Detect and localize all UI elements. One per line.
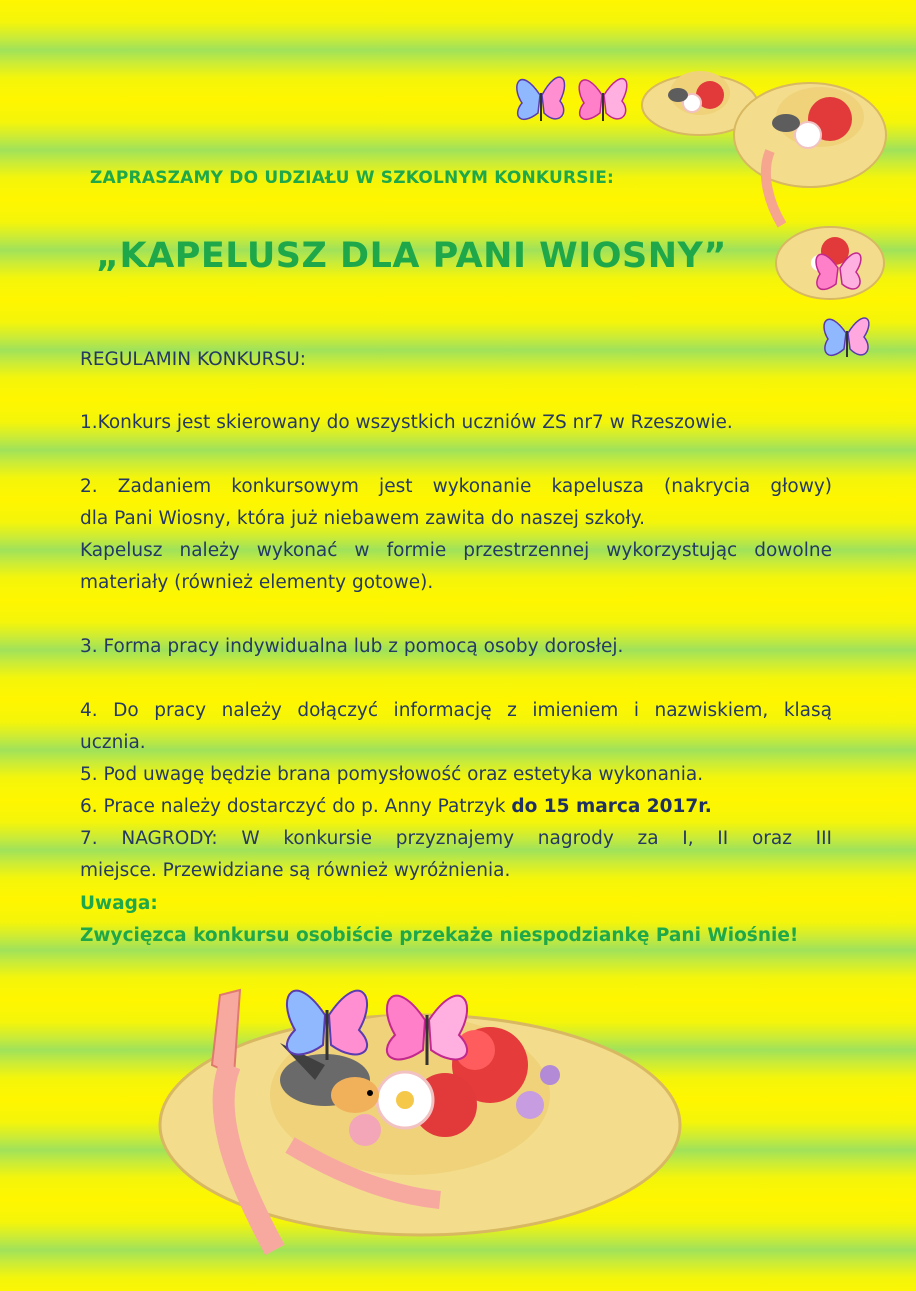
rule-2-line-4: materiały (również elementy gotowe). xyxy=(80,572,434,593)
rule-4-line-1: 4. Do pracy należy dołączyć informację z imieniem i nazwiskiem, klasą xyxy=(80,700,832,721)
rule-1: 1.Konkurs jest skierowany do wszystkich uczniów ZS nr7 w Rzeszowie. xyxy=(80,412,733,433)
rule-7-line-1: 7. NAGRODY: W konkursie przyznajemy nagrody za I, II oraz III xyxy=(80,828,832,849)
butterfly-icon xyxy=(387,996,467,1065)
invite-line: ZAPRASZAMY DO UDZIAŁU W SZKOLNYM KONKURSIE: xyxy=(90,168,615,188)
rules-section xyxy=(80,344,832,887)
rules-heading: REGULAMIN KONKURSU: xyxy=(80,349,307,370)
butterfly-icon xyxy=(287,991,367,1060)
butterfly-icon xyxy=(517,77,565,121)
rule-6 xyxy=(80,791,832,823)
rule-2-line-2: dla Pani Wiosny, która już niebawem zawita do naszej szkoły. xyxy=(80,508,645,529)
rule-7-line-2: miejsce. Przewidziane są również wyróżnienia. xyxy=(80,860,511,881)
rule-2-line-3: Kapelusz należy wykonać w formie przestrzennej wykorzystując dowolne xyxy=(80,540,832,561)
note-section xyxy=(80,888,798,952)
rule-4-line-2: ucznia. xyxy=(80,732,146,753)
rule-3: 3. Forma pracy indywidualna lub z pomocą osoby dorosłej. xyxy=(80,636,624,657)
top-decoration xyxy=(500,55,890,375)
butterfly-icon xyxy=(579,79,627,121)
rule-5: 5. Pod uwagę będzie brana pomysłowość oraz estetyka wykonania. xyxy=(80,764,704,785)
note-heading: Uwaga: xyxy=(80,893,158,914)
rule-6-text: 6. Prace należy dostarczyć do p. Anny Patrzyk xyxy=(80,796,512,817)
rule-2-line-1: 2. Zadaniem konkursowym jest wykonanie kapelusza (nakrycia głowy) xyxy=(80,476,832,497)
bottom-hat-illustration xyxy=(150,965,690,1265)
deadline: do 15 marca 2017r. xyxy=(511,796,712,817)
note-text: Zwycięzca konkursu osobiście przekaże niespodziankę Pani Wiośnie! xyxy=(80,925,799,946)
hat-icon xyxy=(734,83,886,225)
page-title: „KAPELUSZ DLA PANI WIOSNY” xyxy=(96,236,727,276)
